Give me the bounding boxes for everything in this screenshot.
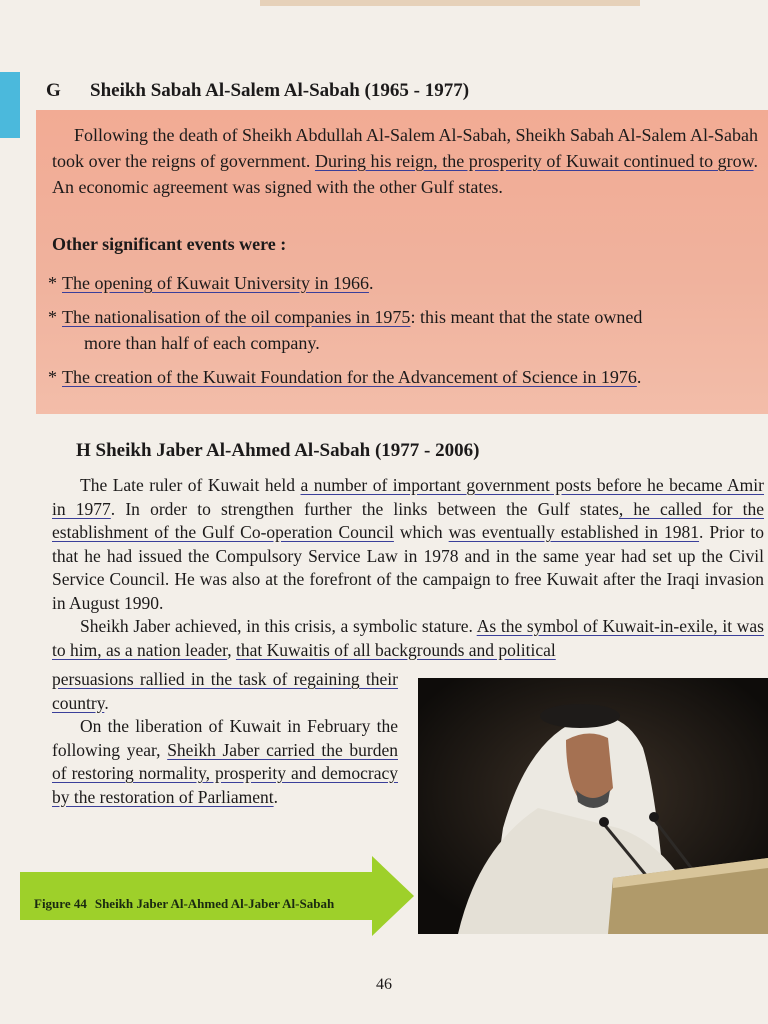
event-item: * The creation of the Kuwait Foundation for the Advancement of Science in 1976. xyxy=(48,364,758,390)
section-h-narrow-column xyxy=(52,668,398,809)
asterisk-bullet: * xyxy=(48,273,57,293)
page-number: 46 xyxy=(376,976,392,993)
underlined-text: During his reign, the prosperity of Kuwait continued to grow xyxy=(314,151,754,171)
paragraph: Sheikh Jaber achieved, in this crisis, a symbolic stature. As the symbol of Kuwait-in-exile, it was to him, as a nation leader, that Kuwaitis of all backgrounds and political xyxy=(52,616,764,660)
section-letter: G xyxy=(46,80,61,101)
event-item: * The opening of Kuwait University in 1966. xyxy=(48,270,758,296)
asterisk-bullet: * xyxy=(48,307,57,327)
figure-caption-text: Sheikh Jaber Al-Ahmed Al-Jaber Al-Sabah xyxy=(94,896,335,911)
section-h-body xyxy=(52,474,764,662)
figure-number: Figure 44 xyxy=(34,896,87,911)
section-g-paragraph: Following the death of Sheikh Abdullah Al-Salem Al-Sabah, Sheikh Sabah Al-Salem Al-Sabah took over the reigns of government. During his reign, the prosperity of Kuwait continued to grow. An economic agreement was signed with the other Gulf states. xyxy=(52,125,759,197)
asterisk-bullet: * xyxy=(48,367,57,387)
section-g-box xyxy=(36,110,768,414)
section-g-heading xyxy=(46,80,469,102)
paragraph: persuasions rallied in the task of regaining their country. xyxy=(52,669,398,713)
top-decoration xyxy=(260,0,640,6)
events-subheading: Other significant events were : xyxy=(52,234,287,254)
blue-tab-marker xyxy=(0,72,20,138)
section-title: Sheikh Sabah Al-Salem Al-Sabah (1965 - 1977) xyxy=(90,80,470,101)
section-h-heading: H Sheikh Jaber Al-Ahmed Al-Sabah (1977 - 2006) xyxy=(76,440,480,461)
sheikh-jaber-photo xyxy=(418,678,768,934)
paragraph: The Late ruler of Kuwait held a number of important government posts before he became Amir in 1977. In order to strengthen further the links between the Gulf states, he called for the establishment of the Gulf Co-operation Council which was eventually established in 1981. Prior to that he had issued the Compulsory Service Law in 1978 and in the same year had set up the Civil Service Council. He was also at the forefront of the campaign to free Kuwait after the Iraqi invasion in August 1990. xyxy=(52,475,764,613)
figure-caption xyxy=(34,896,334,912)
event-item: * The nationalisation of the oil companies in 1975: this meant that the state owned more than half of each company. xyxy=(48,304,758,356)
paragraph: On the liberation of Kuwait in February the following year, Sheikh Jaber carried the burden of restoring normality, prosperity and democracy by the restoration of Parliament. xyxy=(52,716,398,807)
